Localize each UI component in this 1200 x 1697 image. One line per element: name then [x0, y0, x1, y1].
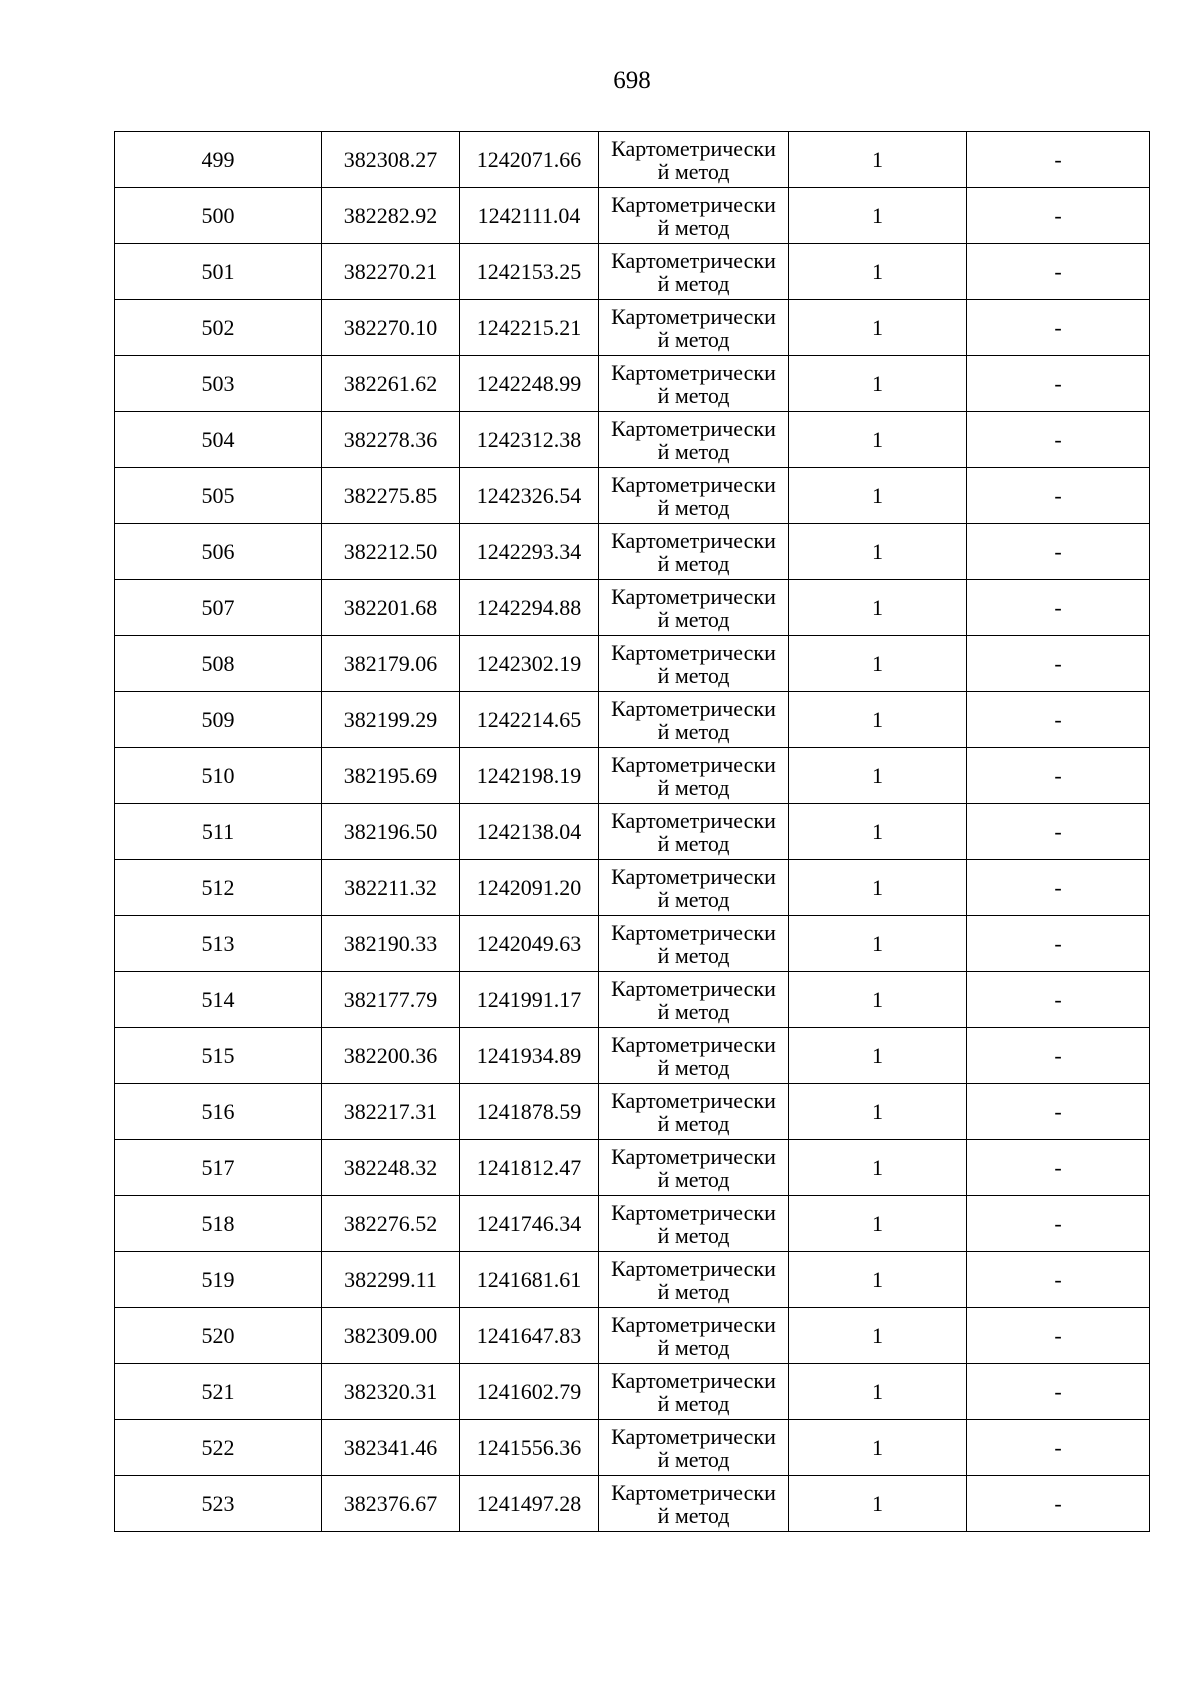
method-text-line1: Картометрически: [611, 583, 776, 609]
method-text-line2: й метод: [657, 550, 730, 576]
point-number-cell: 509: [115, 692, 322, 748]
description-cell: -: [967, 1196, 1150, 1252]
description-cell: -: [967, 636, 1150, 692]
accuracy-cell: 1: [789, 1308, 967, 1364]
accuracy-cell: 1: [789, 636, 967, 692]
point-number-cell: 500: [115, 188, 322, 244]
method-cell: [599, 1196, 789, 1252]
y-coordinate-cell: 1242138.04: [460, 804, 599, 860]
description-cell: -: [967, 244, 1150, 300]
table-row: [115, 916, 1150, 972]
x-coordinate-cell: 382275.85: [322, 468, 460, 524]
point-number-cell: 521: [115, 1364, 322, 1420]
method-text-line1: Картометрически: [611, 1367, 776, 1393]
y-coordinate-cell: 1242111.04: [460, 188, 599, 244]
method-text-line1: Картометрически: [611, 639, 776, 665]
method-cell: [599, 468, 789, 524]
table-row: [115, 244, 1150, 300]
y-coordinate-cell: 1242215.21: [460, 300, 599, 356]
x-coordinate-cell: 382376.67: [322, 1476, 460, 1532]
method-cell: [599, 636, 789, 692]
description-cell: -: [967, 1308, 1150, 1364]
table-row: [115, 972, 1150, 1028]
method-cell: [599, 300, 789, 356]
method-text-line1: Картометрически: [611, 807, 776, 833]
x-coordinate-cell: 382212.50: [322, 524, 460, 580]
description-cell: -: [967, 916, 1150, 972]
accuracy-cell: 1: [789, 300, 967, 356]
x-coordinate-cell: 382276.52: [322, 1196, 460, 1252]
description-cell: -: [967, 1084, 1150, 1140]
y-coordinate-cell: 1241991.17: [460, 972, 599, 1028]
accuracy-cell: 1: [789, 1028, 967, 1084]
accuracy-cell: 1: [789, 1476, 967, 1532]
table-row: [115, 1084, 1150, 1140]
point-number-cell: 503: [115, 356, 322, 412]
accuracy-cell: 1: [789, 1140, 967, 1196]
table-row: [115, 1420, 1150, 1476]
y-coordinate-cell: 1242248.99: [460, 356, 599, 412]
method-cell: [599, 1028, 789, 1084]
table-row: [115, 524, 1150, 580]
description-cell: -: [967, 1420, 1150, 1476]
method-text-line2: й метод: [657, 326, 730, 352]
method-text-line1: Картометрически: [611, 695, 776, 721]
description-cell: -: [967, 188, 1150, 244]
x-coordinate-cell: 382196.50: [322, 804, 460, 860]
method-text-line2: й метод: [657, 438, 730, 464]
description-cell: -: [967, 1476, 1150, 1532]
table-row: [115, 1476, 1150, 1532]
x-coordinate-cell: 382179.06: [322, 636, 460, 692]
x-coordinate-cell: 382308.27: [322, 132, 460, 188]
method-cell: [599, 916, 789, 972]
x-coordinate-cell: 382217.31: [322, 1084, 460, 1140]
table-row: [115, 1308, 1150, 1364]
method-cell: [599, 1420, 789, 1476]
method-cell: [599, 580, 789, 636]
y-coordinate-cell: 1242153.25: [460, 244, 599, 300]
method-text-line2: й метод: [657, 1110, 730, 1136]
accuracy-cell: 1: [789, 244, 967, 300]
method-text-line2: й метод: [657, 830, 730, 856]
x-coordinate-cell: 382341.46: [322, 1420, 460, 1476]
method-text-line2: й метод: [657, 1502, 730, 1528]
table-row: [115, 748, 1150, 804]
y-coordinate-cell: 1241647.83: [460, 1308, 599, 1364]
table-row: [115, 468, 1150, 524]
accuracy-cell: 1: [789, 1084, 967, 1140]
accuracy-cell: 1: [789, 748, 967, 804]
method-text-line2: й метод: [657, 1446, 730, 1472]
point-number-cell: 519: [115, 1252, 322, 1308]
method-text-line1: Картометрически: [611, 1087, 776, 1113]
accuracy-cell: 1: [789, 356, 967, 412]
table-row: [115, 300, 1150, 356]
accuracy-cell: 1: [789, 468, 967, 524]
description-cell: -: [967, 468, 1150, 524]
x-coordinate-cell: 382270.10: [322, 300, 460, 356]
description-cell: -: [967, 860, 1150, 916]
method-text-line2: й метод: [657, 942, 730, 968]
y-coordinate-cell: 1241497.28: [460, 1476, 599, 1532]
method-text-line2: й метод: [657, 1166, 730, 1192]
x-coordinate-cell: 382201.68: [322, 580, 460, 636]
coordinates-table-body: [115, 132, 1150, 1532]
description-cell: -: [967, 524, 1150, 580]
method-cell: [599, 1364, 789, 1420]
x-coordinate-cell: 382320.31: [322, 1364, 460, 1420]
method-text-line1: Картометрически: [611, 1031, 776, 1057]
point-number-cell: 508: [115, 636, 322, 692]
y-coordinate-cell: 1241602.79: [460, 1364, 599, 1420]
method-text-line1: Картометрически: [611, 975, 776, 1001]
accuracy-cell: 1: [789, 804, 967, 860]
point-number-cell: 507: [115, 580, 322, 636]
point-number-cell: 513: [115, 916, 322, 972]
description-cell: -: [967, 356, 1150, 412]
y-coordinate-cell: 1241878.59: [460, 1084, 599, 1140]
description-cell: -: [967, 412, 1150, 468]
point-number-cell: 501: [115, 244, 322, 300]
y-coordinate-cell: 1242198.19: [460, 748, 599, 804]
method-text-line1: Картометрически: [611, 1199, 776, 1225]
x-coordinate-cell: 382270.21: [322, 244, 460, 300]
method-text-line1: Картометрически: [611, 1143, 776, 1169]
y-coordinate-cell: 1241556.36: [460, 1420, 599, 1476]
accuracy-cell: 1: [789, 972, 967, 1028]
method-text-line1: Картометрически: [611, 247, 776, 273]
description-cell: -: [967, 1364, 1150, 1420]
table-row: [115, 1196, 1150, 1252]
x-coordinate-cell: 382282.92: [322, 188, 460, 244]
x-coordinate-cell: 382195.69: [322, 748, 460, 804]
method-text-line1: Картометрически: [611, 135, 776, 161]
method-text-line2: й метод: [657, 718, 730, 744]
description-cell: -: [967, 1140, 1150, 1196]
y-coordinate-cell: 1242302.19: [460, 636, 599, 692]
method-text-line1: Картометрически: [611, 471, 776, 497]
y-coordinate-cell: 1241681.61: [460, 1252, 599, 1308]
method-text-line1: Картометрически: [611, 1311, 776, 1337]
point-number-cell: 512: [115, 860, 322, 916]
accuracy-cell: 1: [789, 1420, 967, 1476]
point-number-cell: 506: [115, 524, 322, 580]
point-number-cell: 522: [115, 1420, 322, 1476]
x-coordinate-cell: 382200.36: [322, 1028, 460, 1084]
y-coordinate-cell: 1242214.65: [460, 692, 599, 748]
page-number: 698: [613, 67, 651, 94]
point-number-cell: 502: [115, 300, 322, 356]
x-coordinate-cell: 382261.62: [322, 356, 460, 412]
method-cell: [599, 860, 789, 916]
accuracy-cell: 1: [789, 1196, 967, 1252]
method-text-line1: Картометрически: [611, 359, 776, 385]
x-coordinate-cell: 382309.00: [322, 1308, 460, 1364]
x-coordinate-cell: 382177.79: [322, 972, 460, 1028]
table-row: [115, 1252, 1150, 1308]
method-text-line2: й метод: [657, 494, 730, 520]
method-text-line2: й метод: [657, 662, 730, 688]
description-cell: -: [967, 692, 1150, 748]
method-text-line2: й метод: [657, 214, 730, 240]
point-number-cell: 523: [115, 1476, 322, 1532]
accuracy-cell: 1: [789, 132, 967, 188]
method-cell: [599, 1252, 789, 1308]
method-text-line1: Картометрически: [611, 527, 776, 553]
method-cell: [599, 748, 789, 804]
accuracy-cell: 1: [789, 860, 967, 916]
point-number-cell: 510: [115, 748, 322, 804]
x-coordinate-cell: 382299.11: [322, 1252, 460, 1308]
table-row: [115, 356, 1150, 412]
method-text-line2: й метод: [657, 158, 730, 184]
table-row: [115, 1028, 1150, 1084]
method-text-line2: й метод: [657, 774, 730, 800]
method-cell: [599, 524, 789, 580]
point-number-cell: 518: [115, 1196, 322, 1252]
method-text-line1: Картометрически: [611, 191, 776, 217]
table-row: [115, 132, 1150, 188]
method-text-line2: й метод: [657, 1054, 730, 1080]
y-coordinate-cell: 1242293.34: [460, 524, 599, 580]
method-cell: [599, 412, 789, 468]
method-text-line2: й метод: [657, 1278, 730, 1304]
description-cell: -: [967, 132, 1150, 188]
y-coordinate-cell: 1241934.89: [460, 1028, 599, 1084]
description-cell: -: [967, 804, 1150, 860]
y-coordinate-cell: 1241812.47: [460, 1140, 599, 1196]
description-cell: -: [967, 972, 1150, 1028]
method-cell: [599, 356, 789, 412]
accuracy-cell: 1: [789, 692, 967, 748]
description-cell: -: [967, 748, 1150, 804]
y-coordinate-cell: 1242294.88: [460, 580, 599, 636]
table-row: [115, 1364, 1150, 1420]
table-row: [115, 804, 1150, 860]
method-text-line1: Картометрически: [611, 1479, 776, 1505]
point-number-cell: 515: [115, 1028, 322, 1084]
accuracy-cell: 1: [789, 1364, 967, 1420]
point-number-cell: 504: [115, 412, 322, 468]
method-cell: [599, 132, 789, 188]
method-cell: [599, 244, 789, 300]
point-number-cell: 499: [115, 132, 322, 188]
point-number-cell: 505: [115, 468, 322, 524]
method-cell: [599, 804, 789, 860]
method-text-line1: Картометрически: [611, 303, 776, 329]
method-text-line2: й метод: [657, 1390, 730, 1416]
y-coordinate-cell: 1242071.66: [460, 132, 599, 188]
x-coordinate-cell: 382248.32: [322, 1140, 460, 1196]
y-coordinate-cell: 1242049.63: [460, 916, 599, 972]
description-cell: -: [967, 580, 1150, 636]
accuracy-cell: 1: [789, 580, 967, 636]
method-cell: [599, 1084, 789, 1140]
method-text-line2: й метод: [657, 270, 730, 296]
point-number-cell: 511: [115, 804, 322, 860]
method-text-line2: й метод: [657, 1222, 730, 1248]
accuracy-cell: 1: [789, 1252, 967, 1308]
table-row: [115, 1140, 1150, 1196]
table-row: [115, 580, 1150, 636]
method-cell: [599, 1308, 789, 1364]
y-coordinate-cell: 1242326.54: [460, 468, 599, 524]
method-text-line2: й метод: [657, 382, 730, 408]
table-row: [115, 412, 1150, 468]
method-cell: [599, 188, 789, 244]
method-text-line2: й метод: [657, 886, 730, 912]
x-coordinate-cell: 382211.32: [322, 860, 460, 916]
description-cell: -: [967, 1252, 1150, 1308]
table-row: [115, 860, 1150, 916]
x-coordinate-cell: 382278.36: [322, 412, 460, 468]
method-cell: [599, 1476, 789, 1532]
accuracy-cell: 1: [789, 916, 967, 972]
accuracy-cell: 1: [789, 524, 967, 580]
method-text-line1: Картометрически: [611, 863, 776, 889]
y-coordinate-cell: 1242312.38: [460, 412, 599, 468]
description-cell: -: [967, 1028, 1150, 1084]
description-cell: -: [967, 300, 1150, 356]
method-text-line1: Картометрически: [611, 415, 776, 441]
method-text-line2: й метод: [657, 1334, 730, 1360]
point-number-cell: 517: [115, 1140, 322, 1196]
x-coordinate-cell: 382190.33: [322, 916, 460, 972]
method-cell: [599, 972, 789, 1028]
method-text-line1: Картометрически: [611, 1255, 776, 1281]
point-number-cell: 516: [115, 1084, 322, 1140]
table-row: [115, 692, 1150, 748]
method-text-line1: Картометрически: [611, 751, 776, 777]
table-row: [115, 188, 1150, 244]
table-row: [115, 636, 1150, 692]
method-text-line1: Картометрически: [611, 1423, 776, 1449]
coordinates-table: [114, 131, 1150, 1532]
y-coordinate-cell: 1242091.20: [460, 860, 599, 916]
point-number-cell: 514: [115, 972, 322, 1028]
x-coordinate-cell: 382199.29: [322, 692, 460, 748]
point-number-cell: 520: [115, 1308, 322, 1364]
accuracy-cell: 1: [789, 412, 967, 468]
method-text-line2: й метод: [657, 998, 730, 1024]
accuracy-cell: 1: [789, 188, 967, 244]
method-text-line2: й метод: [657, 606, 730, 632]
method-text-line1: Картометрически: [611, 919, 776, 945]
y-coordinate-cell: 1241746.34: [460, 1196, 599, 1252]
method-cell: [599, 692, 789, 748]
method-cell: [599, 1140, 789, 1196]
